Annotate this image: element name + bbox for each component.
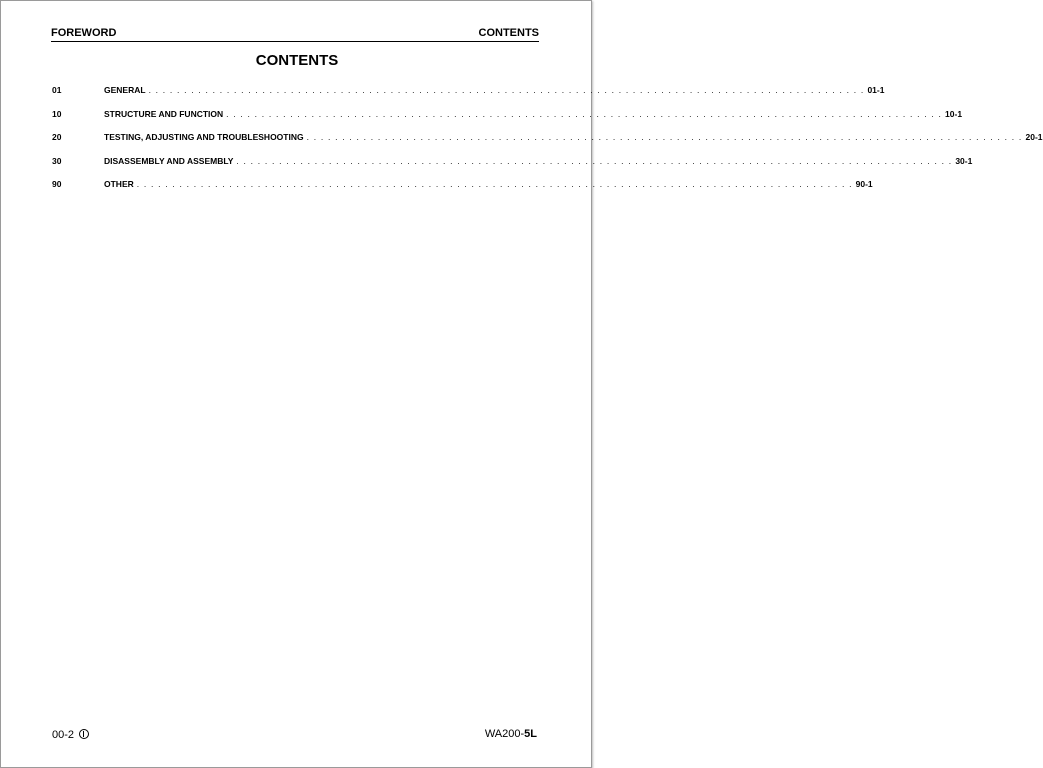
toc-entry-disassembly-and-assembly[interactable] [52,155,973,180]
dot-leader: . . . . . . . . . . . . . . . . . . . . . . . . . . . . . . . . . . . . . . . . . . . . . . . . . . . . . . . . . . . . . . . . . . . . . . . . . . . . . . . . . . . . . . . . . . . . . . . . . . . . . [306,132,1023,142]
dot-leader: . . . . . . . . . . . . . . . . . . . . . . . . . . . . . . . . . . . . . . . . . . . . . . . . . . . . . . . . . . . . . . . . . . . . . . . . . . . . . . . . . . . . . . . . . . . . . . . . . . . . . [148,85,865,95]
toc-entry-general[interactable] [52,85,885,109]
toc-entry-line [104,85,885,95]
toc-entry-number: 90 [52,179,62,189]
toc-entry-page: 20-1 [1025,132,1043,142]
toc-entry-line [104,155,973,166]
toc-entry-label: DISASSEMBLY AND ASSEMBLY [104,155,234,166]
table-of-contents [52,85,1043,203]
page-number: 00-2 [52,729,75,741]
toc-entry-number: 01 [52,85,62,95]
toc-entry-line [104,108,963,119]
toc-entry-label: GENERAL [104,85,146,95]
toc-entry-page: 10-1 [945,108,963,119]
toc-entry-number: 20 [52,132,62,142]
toc-entry-label: TESTING, ADJUSTING AND TROUBLESHOOTING [104,132,304,142]
toc-entry-other[interactable] [52,179,873,203]
dot-leader: . . . . . . . . . . . . . . . . . . . . . . . . . . . . . . . . . . . . . . . . . . . . . . . . . . . . . . . . . . . . . . . . . . . . . . . . . . . . . . . . . . . . . . . . . . . . . . . . . . . . . [136,179,853,189]
model-prefix: WA200- [484,728,525,740]
dot-leader: . . . . . . . . . . . . . . . . . . . . . . . . . . . . . . . . . . . . . . . . . . . . . . . . . . . . . . . . . . . . . . . . . . . . . . . . . . . . . . . . . . . . . . . . . . . . . . . . . . . . . [226,108,943,119]
dot-leader: . . . . . . . . . . . . . . . . . . . . . . . . . . . . . . . . . . . . . . . . . . . . . . . . . . . . . . . . . . . . . . . . . . . . . . . . . . . . . . . . . . . . . . . . . . . . . . . . . . . . . [236,155,953,166]
revision-circle-icon [79,729,89,739]
toc-entry-structure-and-function[interactable] [52,108,963,133]
toc-entry-number: 30 [52,155,62,166]
footer-page-number [52,728,89,741]
toc-entry-testing-adjusting[interactable] [52,132,1043,156]
toc-entry-page: 30-1 [955,155,973,166]
toc-entry-line [104,132,1043,142]
toc-entry-page: 01-1 [867,85,885,95]
page-title: CONTENTS [255,52,339,69]
toc-entry-line [104,179,873,189]
page-header [51,27,539,42]
toc-entry-label: OTHER [104,179,134,189]
toc-entry-page: 90-1 [855,179,873,189]
model-suffix: 5L [524,728,537,740]
header-section-title: FOREWORD [51,27,117,39]
toc-entry-number: 10 [52,108,62,119]
toc-entry-label: STRUCTURE AND FUNCTION [104,108,224,119]
header-chapter-title: CONTENTS [478,27,539,39]
footer-model [485,728,537,740]
